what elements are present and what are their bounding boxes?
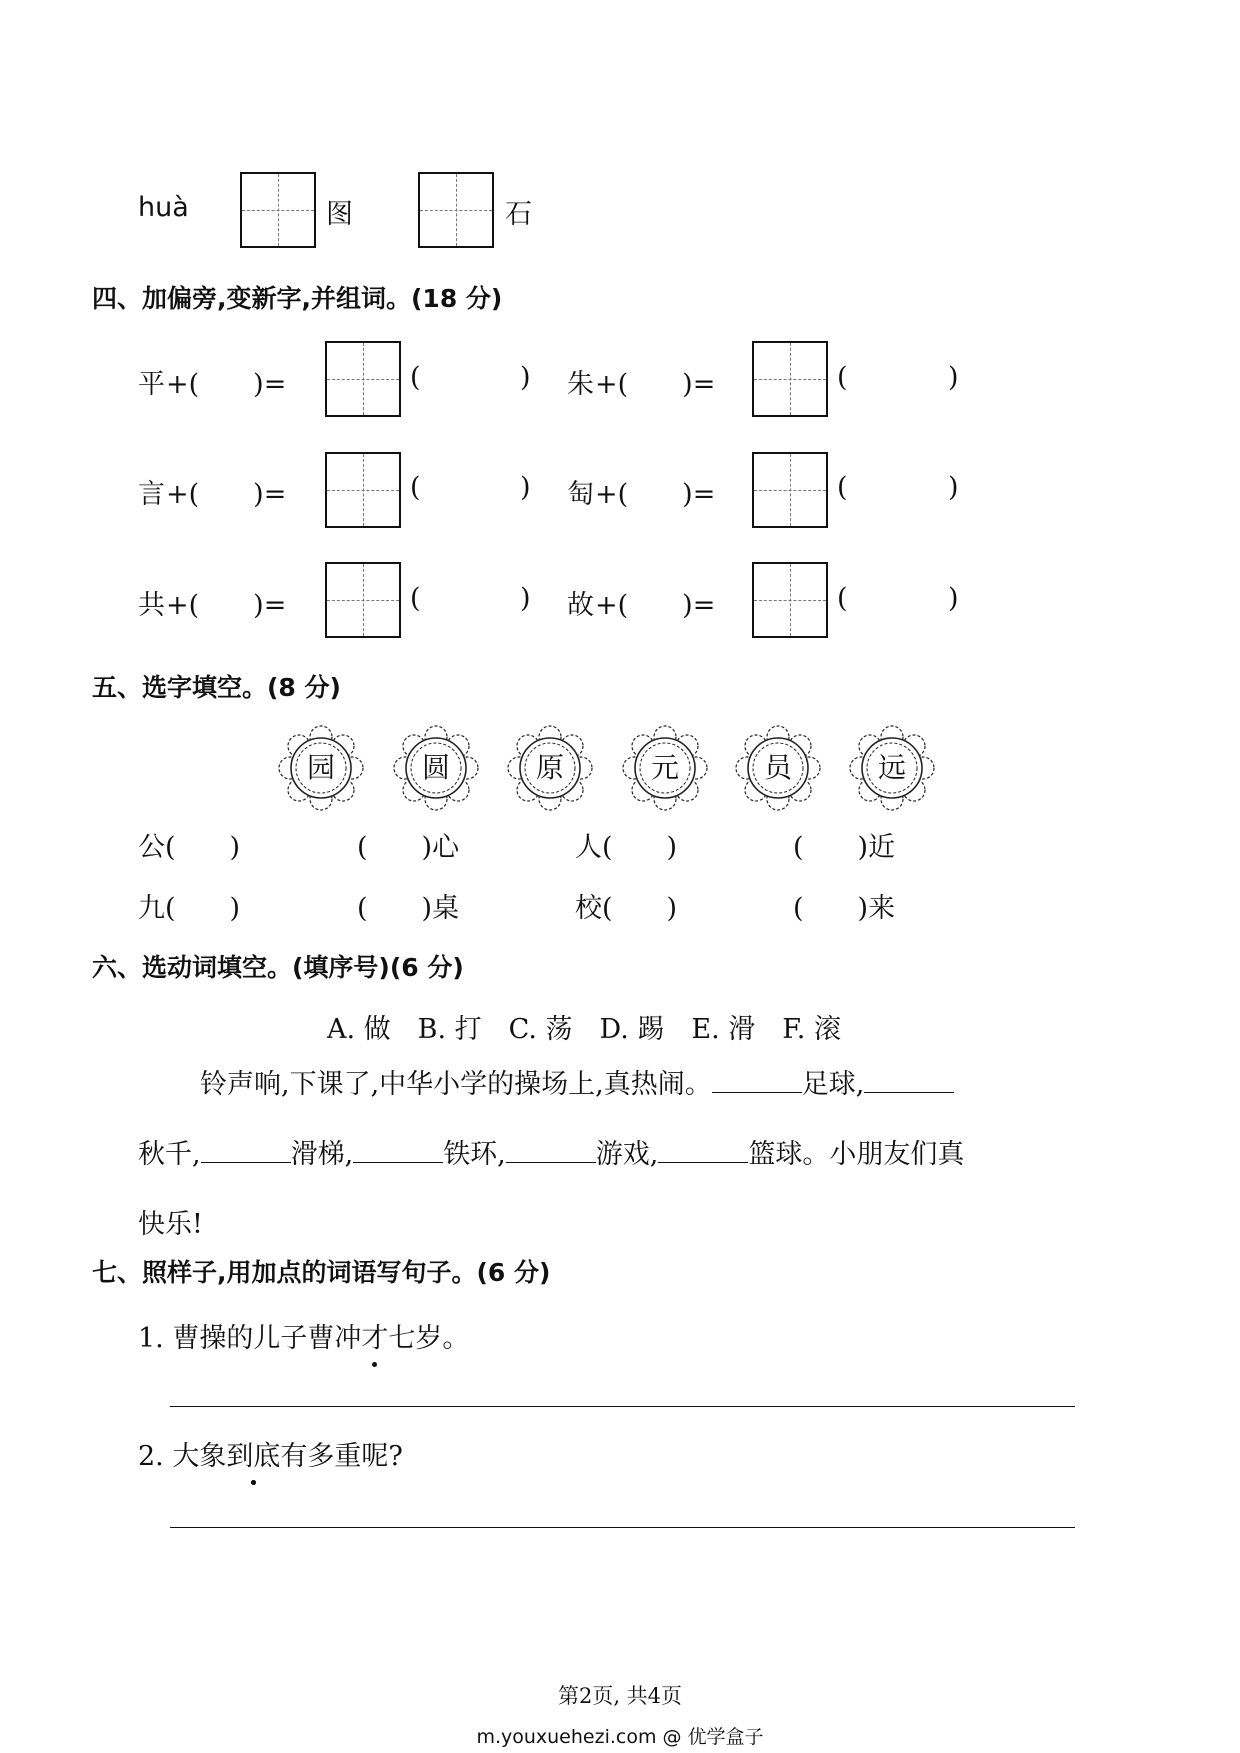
option-char: 园 [306,751,335,784]
char-box[interactable] [325,341,401,417]
formula: +( )= [595,479,716,510]
example-sentence-1 [138,1316,469,1355]
fill-item[interactable]: 九( ) [138,893,241,924]
formula: +( )= [166,590,287,621]
answer-blank[interactable] [864,1068,954,1093]
section-7-title: 七、照样子,用加点的词语写句子。(6 分) [92,1258,551,1287]
passage-text: 篮球。小朋友们真 [748,1139,965,1170]
passage-text: 铃声响,下课了,中华小学的操场上,真热闹。 [200,1069,712,1100]
flower-option [507,725,593,811]
paren-close: ) [520,583,531,614]
char-box[interactable] [752,452,828,528]
flower-option [278,725,364,811]
passage-text: 游戏, [595,1139,659,1170]
paren-open: ( [837,583,848,614]
fill-item[interactable]: ( )心 [357,832,460,863]
paren-open: ( [410,583,421,614]
fill-item[interactable]: 公( ) [138,832,241,863]
passage-line-3: 快乐! [138,1209,203,1240]
dotted-word [226,1434,280,1473]
sentence-text: 1. 曹操的儿子曹冲 [138,1323,362,1354]
base-char: 言 [138,479,165,510]
pinyin-hua: huà [138,192,189,223]
answer-line[interactable] [170,1406,1075,1407]
answer-line[interactable] [170,1527,1075,1528]
paren-close: ) [520,472,531,503]
formula: +( )= [166,369,287,400]
option-char: 圆 [421,751,450,784]
dotted-word: 才 [361,1316,388,1355]
fill-item[interactable]: ( )近 [793,832,896,863]
option-char: 元 [650,751,679,784]
verb-options: A. 做 B. 打 C. 荡 D. 踢 E. 滑 F. 滚 [327,1014,841,1045]
char-box[interactable] [752,341,828,417]
passage-text: 足球, [801,1069,865,1100]
fill-item[interactable]: 人( ) [575,832,678,863]
flower-option [622,725,708,811]
formula: +( )= [595,590,716,621]
option-char: 员 [763,751,792,784]
paren-open: ( [410,362,421,393]
answer-blank[interactable] [712,1068,802,1093]
section-5-title: 五、选字填空。(8 分) [92,673,341,702]
word-suffix: 石 [505,199,532,230]
char-box[interactable] [325,452,401,528]
example-sentence-2 [138,1434,403,1473]
word-suffix: 图 [326,199,353,230]
passage-line-2 [138,1120,964,1190]
sentence-text: 七岁。 [388,1323,470,1354]
sentence-text: 2. 大象 [138,1441,227,1472]
answer-blank[interactable] [658,1138,748,1163]
option-char: 原 [535,751,564,784]
paren-open: ( [837,472,848,503]
dotted-word-text: 到底 [226,1434,280,1473]
paren-close: ) [948,583,959,614]
base-char: 朱 [567,369,594,400]
paren-close: ) [948,362,959,393]
base-char: 共 [138,590,165,621]
section-4-title: 四、加偏旁,变新字,并组词。(18 分) [92,284,503,313]
formula: +( )= [595,369,716,400]
fill-item[interactable]: 校( ) [575,893,678,924]
fill-item[interactable]: ( )桌 [357,893,460,924]
base-char: 故 [567,590,594,621]
flower-option [735,725,821,811]
passage-text: 铁环, [443,1139,506,1170]
passage-text: 滑梯, [290,1139,354,1170]
answer-blank[interactable] [353,1138,443,1163]
option-char: 远 [877,751,906,784]
paren-open: ( [837,362,848,393]
answer-blank[interactable] [201,1138,291,1163]
passage-line-1 [200,1050,954,1120]
sentence-text: 有多重呢? [280,1441,403,1472]
base-char: 匋 [567,479,594,510]
section-6-title: 六、选动词填空。(填序号)(6 分) [92,953,464,982]
flower-option [849,725,935,811]
char-box[interactable] [240,172,316,248]
page-number: 第2页, 共4页 [557,1684,683,1708]
char-box[interactable] [325,562,401,638]
answer-blank[interactable] [506,1138,596,1163]
watermark: m.youxuehezi.com @ 优学盒子 [476,1726,764,1748]
fill-item[interactable]: ( )来 [793,893,896,924]
paren-close: ) [520,362,531,393]
passage-text: 秋千, [138,1139,201,1170]
flower-option [393,725,479,811]
char-box[interactable] [418,172,494,248]
formula: +( )= [166,479,287,510]
base-char: 平 [138,369,165,400]
paren-open: ( [410,472,421,503]
paren-close: ) [948,472,959,503]
char-box[interactable] [752,562,828,638]
